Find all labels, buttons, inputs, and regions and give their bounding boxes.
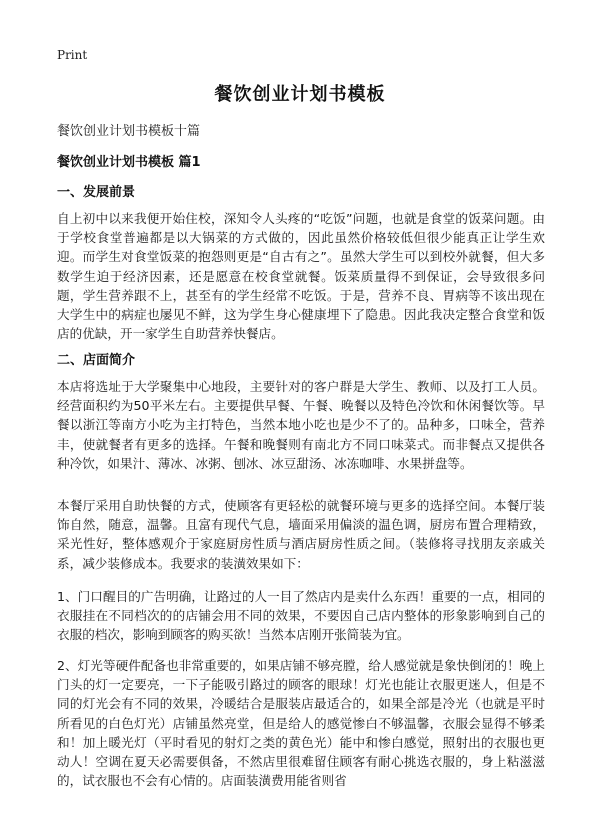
paragraph-development: 自上初中以来我便开始住校，深知令人头疼的“吃饭”问题，也就是食堂的饭菜问题。由于学校食堂普遍都是以大锅菜的方式做的，因此虽然价格较低但很少能真正让学生欢迎。而学生对食堂饭菜的抱怨则更是“自古有之”。虽然大学生可以到校外就餐，但大多数学生迫于经济因素，还是愿意在校食堂就餐。饭菜质量得不到保证，会导致很多问题，学生营养跟不上，甚至有的学生经常不吃饭。于是，营养不良、胃病等不该出现在大学生中的病症也屡见不鲜，这为学生身心健康埋下了隐患。因此我决定整合食堂和饭店的优缺，开一家学生自助营养快餐店。 — [57, 211, 545, 342]
print-label[interactable]: Print — [57, 48, 88, 62]
paragraph-store-location: 本店将选址于大学聚集中心地段，主要针对的客户群是大学生、教师、以及打工人员。经营面积约为50平米左右。主要提供早餐、午餐、晚餐以及特色冷饮和休闲餐饮等。早餐以浙江等南方小吃为主打特色，当然本地小吃也是少不了的。品种多，口味全，营养丰，使就餐者有更多的选择。午餐和晚餐则有南北方不同口味菜式。而非餐点又提供各种冷饮，如果汁、薄冰、冰粥、刨冰、冰豆甜汤、冰冻咖啡、水果拼盘等。 — [57, 379, 545, 471]
paragraph-store-style: 本餐厅采用自助快餐的方式，使顾客有更轻松的就餐环境与更多的选择空间。本餐厅装饰自然，随意，温馨。且富有现代气息，墙面采用偏淡的温色调，厨房布置合理精致，采光性好，整体感观介于家庭厨房性质与酒店厨房性质之间。（装修将寻找朋友亲戚关系，减少装修成本。我要求的装潢效果如下： — [57, 498, 545, 571]
document-subtitle: 餐饮创业计划书模板十篇 — [57, 124, 201, 139]
paragraph-decor-point-1: 1、门口醒目的广告明确，让路过的人一目了然店内是卖什么东西！重要的一点，相同的衣服挂在不同档次的的店铺会用不同的效果，不要因自己店内整体的形象影响到自己的衣服的档次，影响到顾客的购买欲！当然本店刚开张简装为宜。 — [57, 589, 545, 643]
section-heading-store-intro: 二、店面简介 — [57, 353, 136, 368]
paragraph-decor-point-2: 2、灯光等硬件配备也非常重要的，如果店铺不够亮膛，给人感觉就是象快倒闭的！晚上门头的灯一定要亮，一下子能吸引路过的顾客的眼球！灯光也能让衣服更迷人，但是不同的灯光会有不同的效果，冷暖结合是服装店最适合的，如果全部是冷光（也就是平时所看见的白色灯光）店铺虽然亮堂，但是给人的感觉惨白不够温馨，衣服会显得不够柔和！加上暖光灯（平时看见的射灯之类的黄色光）能中和惨白感觉，照射出的衣服也更动人！空调在夏天必需要俱备，不然店里很难留住顾客有耐心挑选衣服的，身上粘滋滋的，试衣服也不会有心情的。店面装潢费用能省则省 — [57, 658, 545, 789]
section-heading-development: 一、发展前景 — [57, 185, 136, 200]
article-title: 餐饮创业计划书模板 篇1 — [57, 155, 201, 170]
document-title: 餐饮创业计划书模板 — [214, 84, 386, 105]
